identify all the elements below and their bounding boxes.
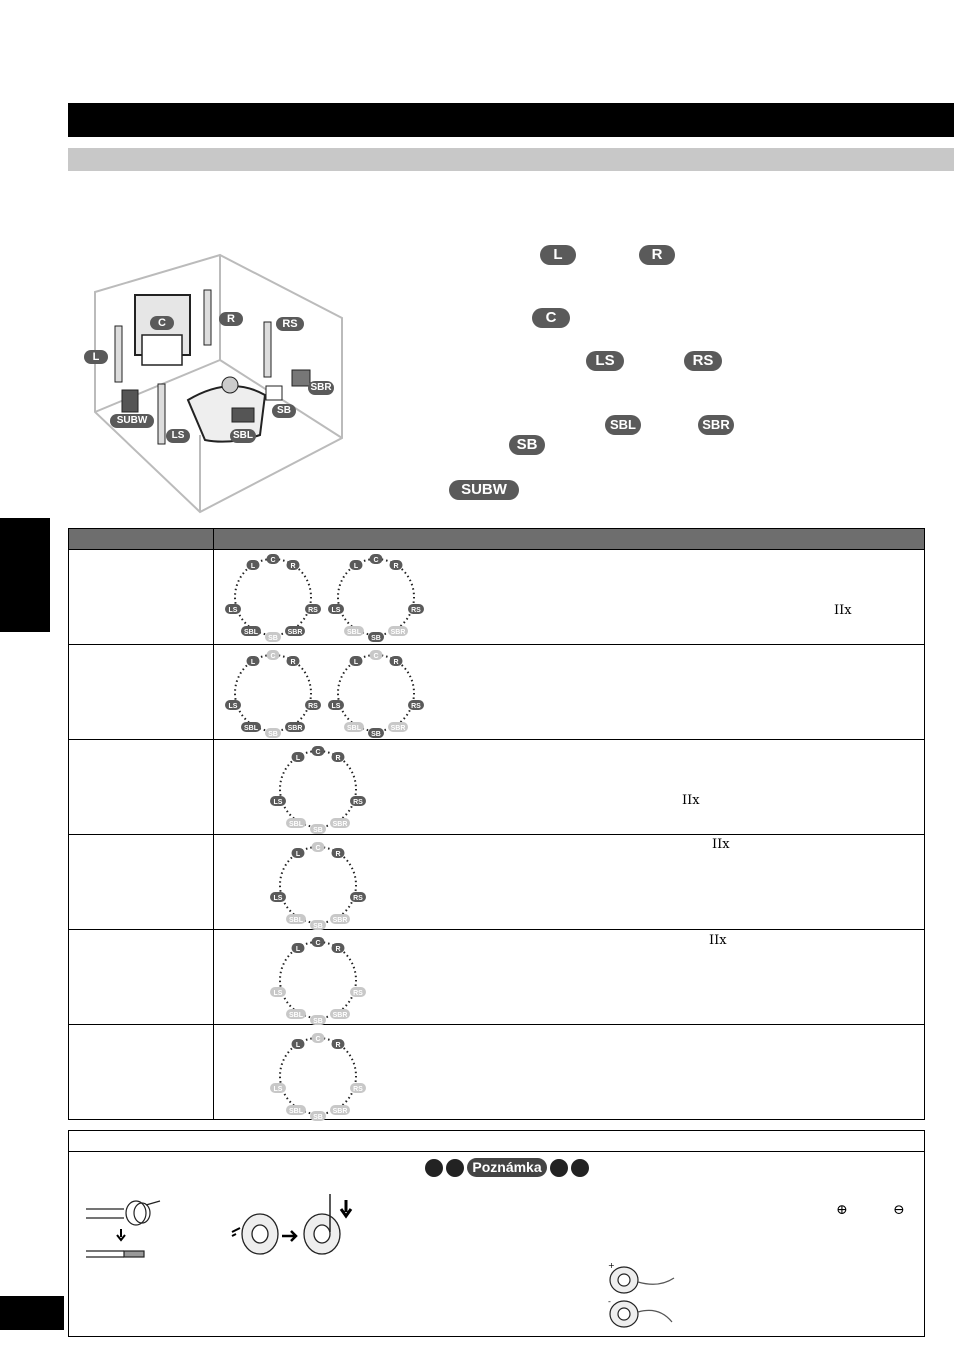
plus-terminal-icon: ⊕: [836, 1202, 848, 1218]
svg-text:L: L: [353, 659, 359, 666]
layout-speaker-sb: [265, 728, 281, 738]
svg-text:C: C: [270, 557, 276, 564]
layout-speaker-l: [292, 943, 305, 953]
layout-circle: [280, 751, 356, 827]
layout-speaker-l: [292, 848, 305, 858]
layout-speaker-ls: [225, 700, 241, 710]
svg-text:SB: SB: [268, 635, 278, 642]
layout-speaker-sb: [310, 920, 326, 930]
svg-text:RS: RS: [353, 990, 363, 997]
svg-text:SBR: SBR: [287, 629, 303, 636]
note-label: Poznámka: [467, 1158, 547, 1177]
wire-strip-icon: [84, 1193, 164, 1263]
layout-speaker-c: [312, 937, 325, 947]
arrow-down-icon: [117, 1229, 125, 1240]
svg-text:L: L: [250, 563, 256, 570]
layout-speaker-c: [312, 746, 325, 756]
svg-text:R: R: [335, 946, 341, 953]
svg-text:R: R: [335, 755, 341, 762]
svg-text:SBL: SBL: [244, 725, 258, 732]
svg-text:SBL: SBL: [289, 1108, 303, 1115]
svg-text:L: L: [295, 946, 301, 953]
legend-ls: LS: [586, 351, 624, 371]
layout-speaker-rs: [305, 604, 321, 614]
layout-speaker-rs: [408, 700, 424, 710]
legend-c: C: [532, 308, 570, 328]
room-label-ls: LS: [166, 429, 190, 443]
layout-speaker-r: [332, 752, 345, 762]
layout-speaker-sb: [265, 632, 281, 642]
layout-speaker-r: [332, 943, 345, 953]
svg-text:L: L: [295, 1042, 301, 1049]
svg-text:LS: LS: [273, 799, 283, 806]
layout-speaker-l: [350, 656, 363, 666]
layout-speaker-sbr: [330, 914, 350, 924]
svg-text:C: C: [270, 653, 276, 660]
layout-speaker-l: [292, 1039, 305, 1049]
svg-text:LS: LS: [331, 703, 341, 710]
layout-circle: [280, 847, 356, 923]
room-label-rs: RS: [276, 317, 304, 331]
layout-speaker-sbr: [330, 1009, 350, 1019]
layout-circle: [280, 942, 356, 1018]
layout-speaker-sbl: [344, 626, 364, 636]
note-dot-icon: [446, 1159, 464, 1177]
svg-text:SBL: SBL: [289, 821, 303, 828]
svg-text:L: L: [295, 851, 301, 858]
svg-text:SBR: SBR: [390, 725, 406, 732]
layout-speaker-sbr: [388, 722, 408, 732]
room-label-r: R: [219, 312, 243, 326]
layout-speaker-ls: [328, 604, 344, 614]
layout-circle: [338, 655, 414, 731]
svg-text:C: C: [373, 557, 379, 564]
svg-text:SBR: SBR: [332, 1012, 348, 1019]
layout-speaker-r: [287, 560, 300, 570]
svg-text:L: L: [353, 563, 359, 570]
svg-text:SBL: SBL: [289, 1012, 303, 1019]
legend-subw: SUBW: [449, 480, 519, 500]
svg-text:LS: LS: [273, 895, 283, 902]
layout-speaker-sbl: [286, 818, 306, 828]
layout-speaker-ls: [270, 892, 286, 902]
svg-text:RS: RS: [411, 607, 421, 614]
dolby-iix-symbol-3: IIx: [712, 837, 730, 852]
svg-text:R: R: [393, 659, 399, 666]
svg-text:SB: SB: [313, 1114, 323, 1121]
svg-text:SBR: SBR: [332, 917, 348, 924]
layout-speaker-sbl: [241, 626, 261, 636]
svg-text:C: C: [315, 749, 321, 756]
legend-r: R: [639, 245, 675, 265]
svg-text:R: R: [393, 563, 399, 570]
layout-speaker-r: [390, 656, 403, 666]
svg-text:LS: LS: [331, 607, 341, 614]
dolby-iix-symbol-2: IIx: [682, 793, 700, 808]
terminal-pair-icon: [604, 1262, 676, 1332]
layout-speaker-sbr: [285, 722, 305, 732]
minus-terminal-icon: ⊖: [893, 1202, 905, 1218]
layout-speaker-ls: [270, 987, 286, 997]
layout-speaker-sbl: [286, 1105, 306, 1115]
layout-speaker-ls: [270, 796, 286, 806]
layout-speaker-c: [312, 842, 325, 852]
svg-text:R: R: [290, 659, 296, 666]
layout-speaker-sb: [368, 728, 384, 738]
dolby-iix-symbol-1: IIx: [834, 603, 852, 618]
layout-speaker-r: [390, 560, 403, 570]
svg-text:R: R: [290, 563, 296, 570]
layout-speaker-sb: [310, 1015, 326, 1025]
layout-circle: [338, 559, 414, 635]
svg-text:R: R: [335, 851, 341, 858]
svg-text:RS: RS: [353, 1086, 363, 1093]
svg-text:LS: LS: [228, 607, 238, 614]
layout-speaker-r: [332, 848, 345, 858]
layout-speaker-r: [332, 1039, 345, 1049]
side-tab-page: [0, 1296, 64, 1330]
svg-text:-: -: [608, 1297, 611, 1306]
layout-speaker-l: [247, 656, 260, 666]
svg-text:SBL: SBL: [347, 725, 361, 732]
note-dot-icon: [550, 1159, 568, 1177]
legend-l: L: [540, 245, 576, 265]
svg-text:C: C: [315, 940, 321, 947]
svg-text:RS: RS: [411, 703, 421, 710]
layout-speaker-rs: [350, 1083, 366, 1093]
room-label-sbl: SBL: [230, 429, 256, 443]
layout-speaker-sb: [310, 1111, 326, 1121]
layout-circle: [235, 559, 311, 635]
svg-text:C: C: [373, 653, 379, 660]
svg-text:SB: SB: [268, 731, 278, 738]
svg-text:L: L: [250, 659, 256, 666]
note-box-header: [69, 1131, 924, 1152]
legend-sb: SB: [509, 435, 545, 455]
layout-speaker-r: [287, 656, 300, 666]
svg-text:SBL: SBL: [347, 629, 361, 636]
layout-speaker-ls: [328, 700, 344, 710]
room-label-l: L: [84, 350, 108, 364]
svg-text:RS: RS: [308, 703, 318, 710]
layout-speaker-c: [267, 554, 280, 564]
svg-text:SB: SB: [371, 731, 381, 738]
layout-speaker-ls: [225, 604, 241, 614]
layout-speaker-l: [292, 752, 305, 762]
layout-speaker-sbr: [330, 1105, 350, 1115]
layout-speaker-c: [267, 650, 280, 660]
layout-speaker-sbl: [286, 1009, 306, 1019]
layout-speaker-rs: [350, 796, 366, 806]
svg-text:SBR: SBR: [332, 1108, 348, 1115]
layout-speaker-l: [247, 560, 260, 570]
layout-speaker-ls: [270, 1083, 286, 1093]
layout-speaker-rs: [350, 987, 366, 997]
svg-text:C: C: [315, 1036, 321, 1043]
svg-text:LS: LS: [273, 990, 283, 997]
layout-speaker-sbr: [330, 818, 350, 828]
svg-text:SBR: SBR: [287, 725, 303, 732]
room-label-c: C: [150, 316, 174, 330]
layout-speaker-sbl: [344, 722, 364, 732]
layout-speaker-sbl: [286, 914, 306, 924]
svg-text:LS: LS: [228, 703, 238, 710]
svg-text:SBL: SBL: [244, 629, 258, 636]
svg-text:C: C: [315, 845, 321, 852]
layout-speaker-sbr: [285, 626, 305, 636]
layout-speaker-sbr: [388, 626, 408, 636]
svg-text:RS: RS: [353, 799, 363, 806]
terminal-icon: [230, 1192, 360, 1260]
svg-text:SB: SB: [313, 1018, 323, 1025]
layout-circle: [280, 1038, 356, 1114]
note-dot-icon: [571, 1159, 589, 1177]
layout-speaker-sbl: [241, 722, 261, 732]
legend-sbl: SBL: [605, 415, 641, 435]
svg-text:SB: SB: [313, 827, 323, 834]
layout-speaker-sb: [310, 824, 326, 834]
note-dot-icon: [425, 1159, 443, 1177]
layout-speaker-c: [370, 554, 383, 564]
layout-speaker-rs: [305, 700, 321, 710]
svg-text:RS: RS: [308, 607, 318, 614]
svg-text:+: +: [608, 1262, 615, 1270]
layout-circle: [235, 655, 311, 731]
layout-speaker-c: [370, 650, 383, 660]
legend-sbr: SBR: [698, 415, 734, 435]
layout-speaker-c: [312, 1033, 325, 1043]
room-label-subw: SUBW: [110, 414, 154, 428]
svg-text:L: L: [295, 755, 301, 762]
layout-speaker-sb: [368, 632, 384, 642]
svg-text:LS: LS: [273, 1086, 283, 1093]
svg-text:SBL: SBL: [289, 917, 303, 924]
room-label-sb: SB: [272, 404, 296, 418]
room-label-sbr: SBR: [308, 381, 334, 395]
svg-text:RS: RS: [353, 895, 363, 902]
layout-speaker-l: [350, 560, 363, 570]
layout-speaker-rs: [408, 604, 424, 614]
layout-speaker-rs: [350, 892, 366, 902]
svg-text:SB: SB: [313, 923, 323, 930]
svg-text:SBR: SBR: [332, 821, 348, 828]
dolby-iix-symbol-4: IIx: [709, 933, 727, 948]
svg-text:SBR: SBR: [390, 629, 406, 636]
svg-text:SB: SB: [371, 635, 381, 642]
svg-text:R: R: [335, 1042, 341, 1049]
legend-rs: RS: [684, 351, 722, 371]
